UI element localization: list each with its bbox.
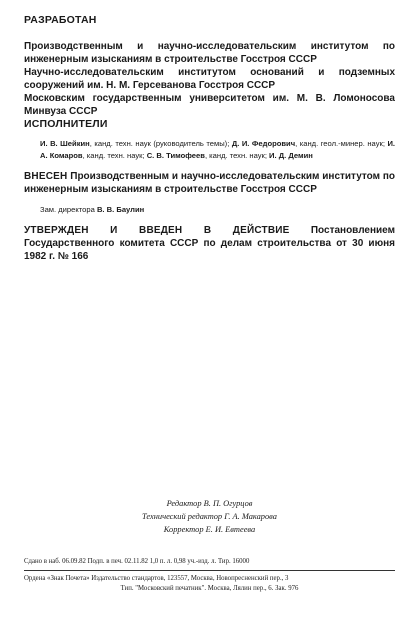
approved-lead: УТВЕРЖДЕН И ВВЕДЕН В ДЕЙСТВИЕ [24, 225, 290, 236]
executor-role: , канд. техн. наук (руководитель темы); [89, 139, 232, 148]
deputy-line [40, 204, 395, 216]
executor-role: , канд. техн. наук; [204, 150, 270, 160]
deputy-name: В. В. Баулин [96, 205, 145, 214]
executor-name: И. А. Комаров [40, 139, 396, 160]
introduced-paragraph [24, 170, 395, 196]
editor-credit: Редактор В. П. Огурцов [166, 499, 253, 508]
imprint-line-3: Тип. "Московский печатник". Москва, Лялин пер., 6. Зак. 976 [120, 585, 299, 592]
executor-name: Д. И. Федорович [231, 139, 296, 148]
deputy-label: Зам. директора [40, 205, 97, 214]
executors-heading: ИСПОЛНИТЕЛИ [24, 118, 108, 130]
proofreader-credit: Корректор Е. И. Евтеева [163, 525, 256, 534]
imprint-line-1: Сдано в наб. 06.09.82 Подп. в печ. 02.11.82 1,0 п. л. 0,98 уч.-изд. л. Тир. 16000 [24, 558, 250, 565]
executor-role: , канд. техн. наук; [82, 150, 147, 160]
developed-org-3: Московским государственным университетом им. М. В. Ломоносова Минвуза СССР [24, 93, 395, 117]
executor-name: И. В. Шейкин [40, 139, 90, 148]
introduced-lead: ВНЕСЕН [24, 171, 68, 182]
imprint-line-2: Ордена «Знак Почета» Издательство стандартов, 123557, Москва, Новопресненский пер., 3 [24, 575, 289, 582]
developed-org-2: Научно-исследовательским институтом оснований и подземных сооружений им. Н. М. Герсеванова Госстроя СССР [24, 67, 395, 91]
introduced-text: Производственным и научно-исследовательским институтом по инженерным изысканиям в строительстве Госстроя СССР [24, 171, 395, 195]
executor-role: , канд. геол.-минер. наук; [295, 139, 388, 148]
approved-text: Постановлением Государственного комитета СССР по делам строительства от 30 июня 1982 г. № 166 [24, 225, 395, 262]
developed-org-1: Производственным и научно-исследовательским институтом по инженерным изысканиям в строительстве Госстроя СССР [24, 41, 395, 65]
developed-heading: РАЗРАБОТАН [24, 14, 97, 26]
executor-name: С. В. Тимофеев [146, 150, 205, 160]
approved-paragraph [24, 224, 395, 263]
imprint-divider [24, 570, 395, 571]
executors-list [40, 138, 395, 161]
executor-name: И. Д. Демин [269, 150, 313, 160]
tech-editor-credit: Технический редактор Г. А. Макарова [142, 512, 277, 521]
